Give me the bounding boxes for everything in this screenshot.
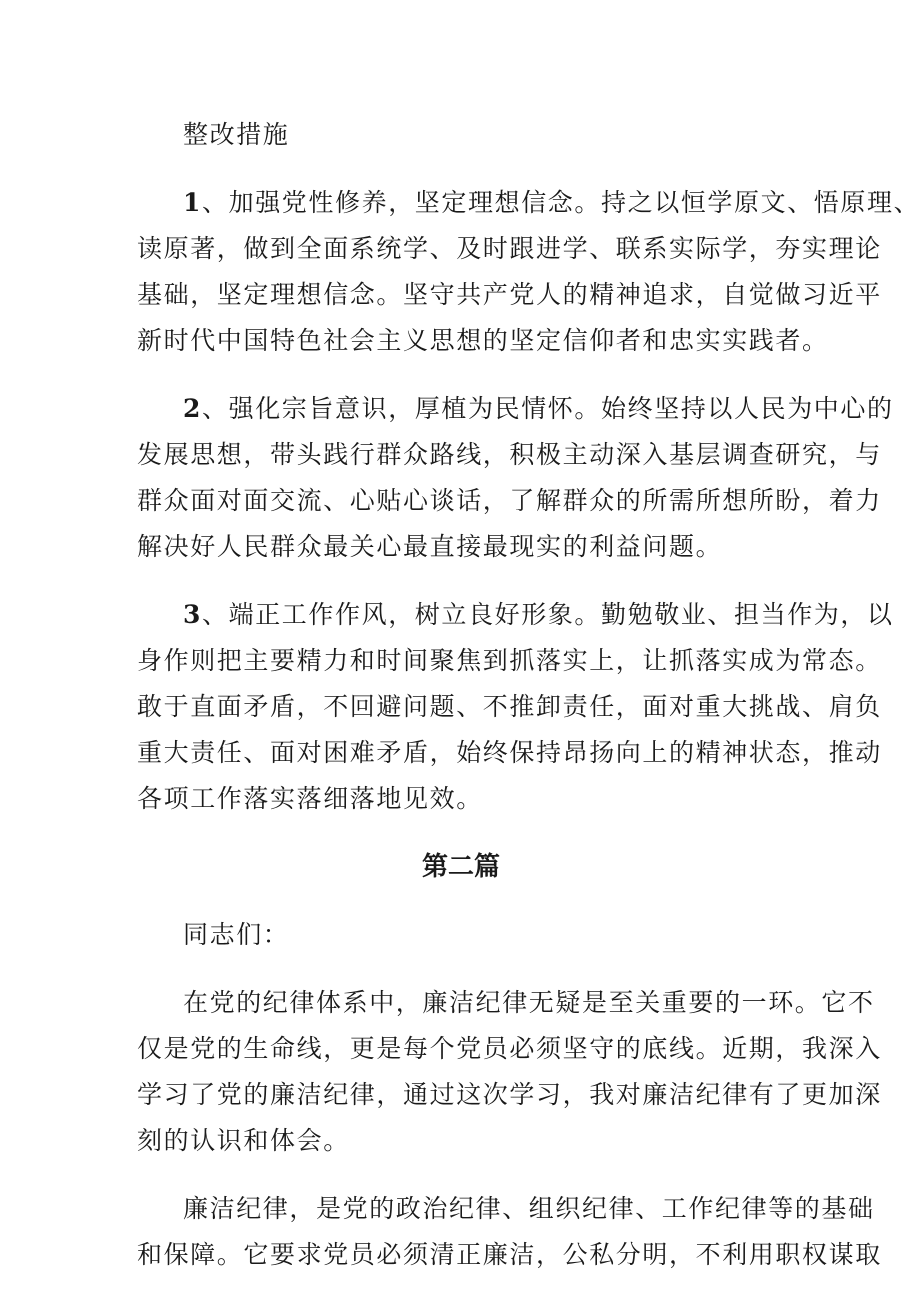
paragraph-line: 发展思想，带头践行群众路线，积极主动深入基层调查研究，与 xyxy=(137,440,882,469)
paragraph-line: 在党的纪律体系中，廉洁纪律无疑是至关重要的一环。它不 xyxy=(183,988,875,1017)
paragraph-line: 重大责任、面对困难矛盾，始终保持昂扬向上的精神状态，推动 xyxy=(137,738,882,767)
paragraph-line: 读原著，做到全面系统学、及时跟进学、联系实际学，夯实理论 xyxy=(137,234,882,263)
line-text: 、强化宗旨意识，厚植为民情怀。始终坚持以人民为中心的 xyxy=(202,394,894,423)
paragraph-line: 刻的认识和体会。 xyxy=(137,1126,350,1155)
paragraph-1 xyxy=(137,180,920,364)
paragraph-4 xyxy=(137,980,882,1164)
item-number: 3 xyxy=(183,600,202,629)
paragraph-line: 敢于直面矛盾，不回避问题、不推卸责任，面对重大挑战、肩负 xyxy=(137,692,882,721)
paragraph-line: 廉洁纪律，是党的政治纪律、组织纪律、工作纪律等的基础 xyxy=(183,1194,875,1223)
line-text: 、加强党性修养，坚定理想信念。持之以恒学原文、悟原理、 xyxy=(202,188,920,217)
paragraph-line: 各项工作落实落细落地见效。 xyxy=(137,784,483,813)
item-number: 2 xyxy=(183,394,202,423)
paragraph-line: 身作则把主要精力和时间聚焦到抓落实上，让抓落实成为常态。 xyxy=(137,646,882,675)
paragraph-line: 和保障。它要求党员必须清正廉洁，公私分明，不利用职权谋取 xyxy=(137,1240,882,1269)
salutation: 同志们： xyxy=(183,920,290,949)
document-page xyxy=(137,112,920,1278)
paragraph-line xyxy=(137,592,894,638)
paragraph-3 xyxy=(137,592,894,822)
paragraph-line: 群众面对面交流、心贴心谈话，了解群众的所需所想所盼，着力 xyxy=(137,486,882,515)
paragraph-2 xyxy=(137,386,894,570)
paragraph-line: 新时代中国特色社会主义思想的坚定信仰者和忠实实践者。 xyxy=(137,326,829,355)
paragraph-line: 基础，坚定理想信念。坚守共产党人的精神追求，自觉做习近平 xyxy=(137,280,882,309)
line-text: 、端正工作作风，树立良好形象。勤勉敬业、担当作为，以 xyxy=(202,600,894,629)
paragraph-5 xyxy=(137,1186,882,1278)
paragraph-line: 仅是党的生命线，更是每个党员必须坚守的底线。近期，我深入 xyxy=(137,1034,882,1063)
section-heading: 整改措施 xyxy=(183,120,290,149)
paragraph-line: 解决好人民群众最关心最直接最现实的利益问题。 xyxy=(137,532,723,561)
section-title: 第二篇 xyxy=(421,852,500,882)
paragraph-line: 学习了党的廉洁纪律，通过这次学习，我对廉洁纪律有了更加深 xyxy=(137,1080,882,1109)
paragraph-line xyxy=(137,386,894,432)
item-number: 1 xyxy=(183,188,202,217)
paragraph-line xyxy=(137,180,920,226)
